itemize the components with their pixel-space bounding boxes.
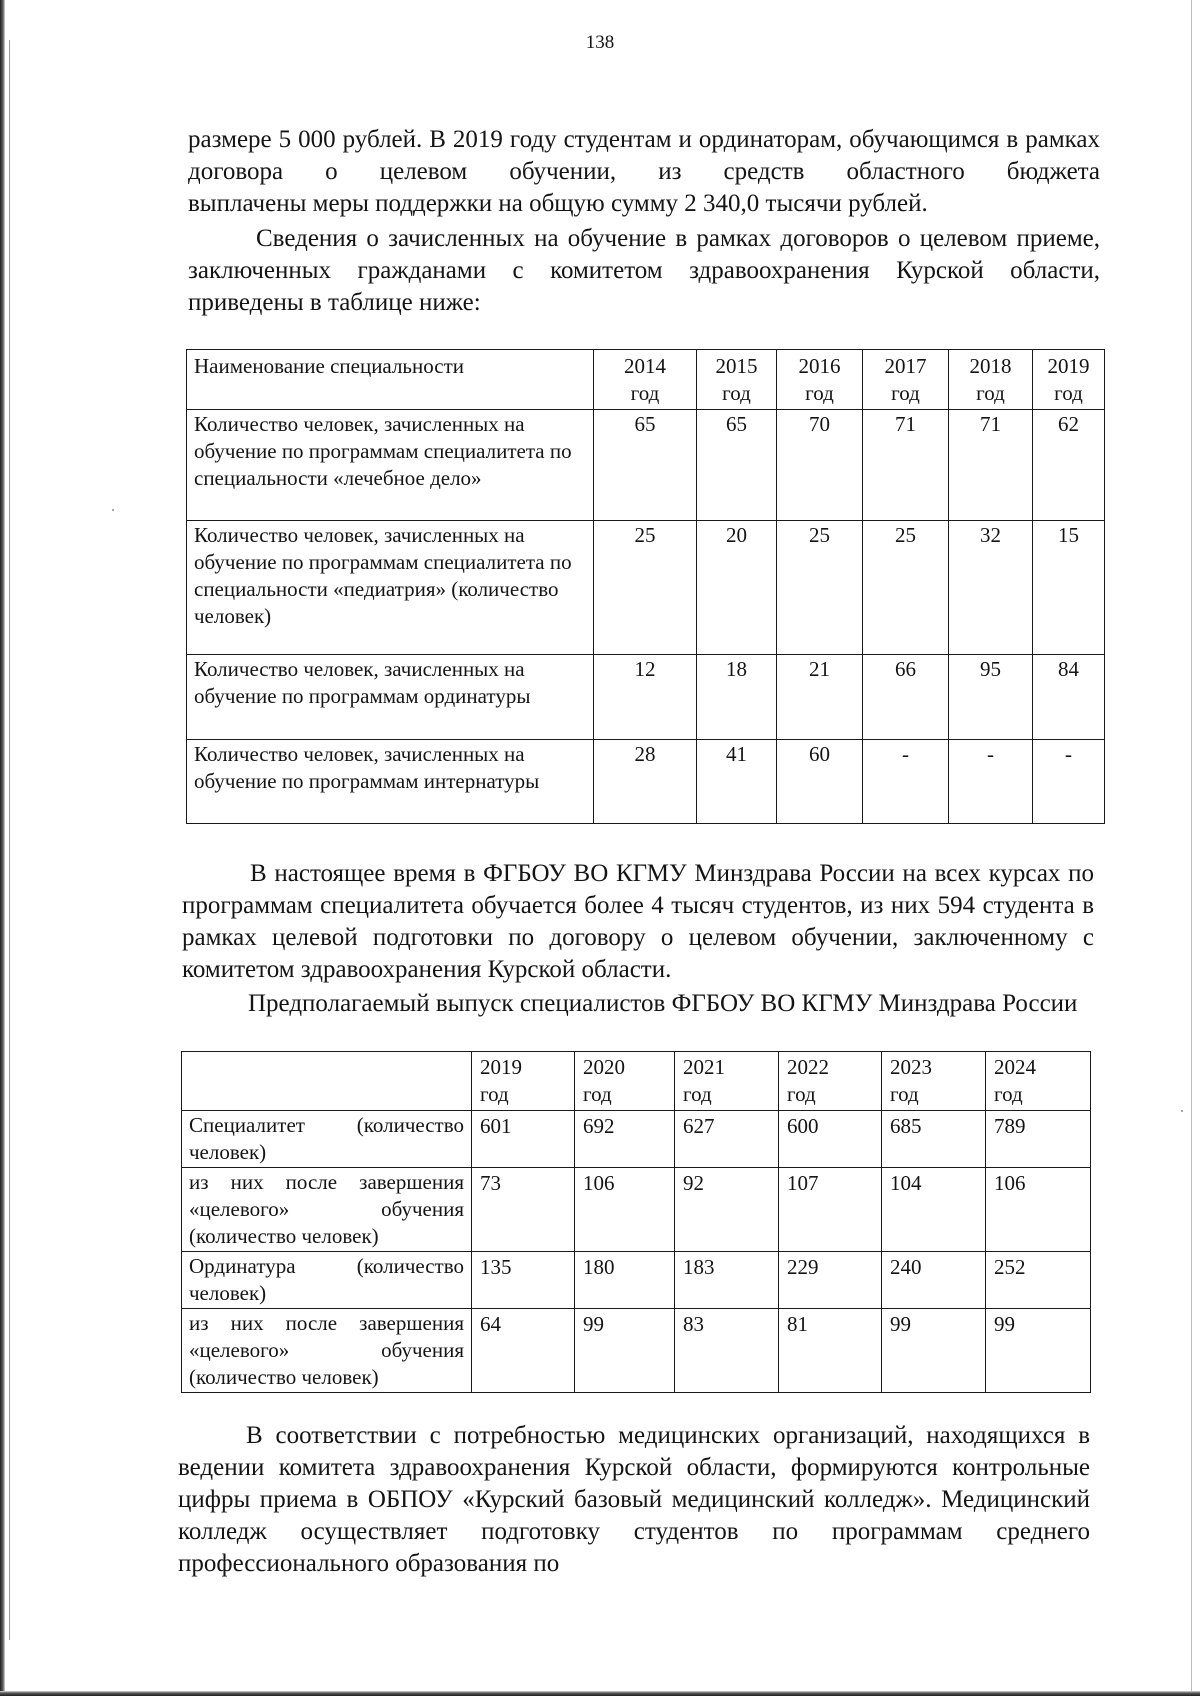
header-year-cell: 2015 год bbox=[697, 350, 777, 410]
table-row bbox=[182, 1168, 1091, 1252]
value-cell: 25 bbox=[594, 521, 697, 655]
value-cell: - bbox=[863, 740, 949, 824]
value-cell: 41 bbox=[697, 740, 777, 824]
value-cell: 99 bbox=[986, 1309, 1091, 1393]
row-label: Ординатура (количество человек) bbox=[182, 1252, 472, 1309]
row-label: Количество человек, зачисленных на обучение по программам специалитета по специальности «педиатрия» (количество человек) bbox=[187, 521, 594, 655]
header-year-cell: 2023 год bbox=[882, 1052, 986, 1111]
table-row bbox=[182, 1252, 1091, 1309]
value-cell: 92 bbox=[675, 1168, 779, 1252]
value-cell: 65 bbox=[697, 410, 777, 521]
value-cell: 71 bbox=[949, 410, 1033, 521]
value-cell: 32 bbox=[949, 521, 1033, 655]
scan-bottom-edge bbox=[0, 1691, 1200, 1696]
paragraph-current-students: В настоящее время в ФГБОУ ВО КГМУ Минздрава России на всех курсах по программам специалитета обучается более 4 тысяч студентов, из них 594 студента в рамках целевой подготовки по договору о целевом обучении, заключенному с комитетом здравоохранения Курской области. bbox=[182, 860, 1094, 983]
header-empty-cell bbox=[182, 1052, 472, 1111]
header-year-cell: 2014 год bbox=[594, 350, 697, 410]
table-header-row bbox=[187, 350, 1105, 410]
value-cell: 25 bbox=[777, 521, 863, 655]
header-year-cell: 2016 год bbox=[777, 350, 863, 410]
scan-speck bbox=[1181, 1110, 1183, 1112]
table-row bbox=[182, 1309, 1091, 1393]
table-row bbox=[182, 1111, 1091, 1168]
header-year-cell: 2024 год bbox=[986, 1052, 1091, 1111]
row-label: Специалитет (количество человек) bbox=[182, 1111, 472, 1168]
scan-speck bbox=[112, 509, 114, 511]
table-row bbox=[187, 655, 1105, 740]
value-cell: - bbox=[949, 740, 1033, 824]
value-cell: 229 bbox=[779, 1252, 882, 1309]
value-cell: 25 bbox=[863, 521, 949, 655]
value-cell: 66 bbox=[863, 655, 949, 740]
scan-left-edge bbox=[0, 0, 5, 1696]
header-year-cell: 2018 год bbox=[949, 350, 1033, 410]
value-cell: 60 bbox=[777, 740, 863, 824]
value-cell: 106 bbox=[986, 1168, 1091, 1252]
value-cell: 104 bbox=[882, 1168, 986, 1252]
header-year-cell: 2021 год bbox=[675, 1052, 779, 1111]
value-cell: 20 bbox=[697, 521, 777, 655]
table-row bbox=[187, 410, 1105, 521]
value-cell: 73 bbox=[472, 1168, 575, 1252]
graduation-forecast-table bbox=[181, 1051, 1091, 1393]
value-cell: 18 bbox=[697, 655, 777, 740]
value-cell: 99 bbox=[575, 1309, 675, 1393]
row-label: Количество человек, зачисленных на обучение по программам ординатуры bbox=[187, 655, 594, 740]
value-cell: 71 bbox=[863, 410, 949, 521]
header-year-cell: 2019 год bbox=[472, 1052, 575, 1111]
value-cell: 685 bbox=[882, 1111, 986, 1168]
value-cell: 84 bbox=[1033, 655, 1105, 740]
value-cell: 600 bbox=[779, 1111, 882, 1168]
scan-right-line bbox=[1191, 0, 1192, 1696]
value-cell: 135 bbox=[472, 1252, 575, 1309]
table-row bbox=[187, 740, 1105, 824]
value-cell: 28 bbox=[594, 740, 697, 824]
row-label: Количество человек, зачисленных на обучение по программам интернатуры bbox=[187, 740, 594, 824]
value-cell: 99 bbox=[882, 1309, 986, 1393]
value-cell: 81 bbox=[779, 1309, 882, 1393]
table-row bbox=[187, 521, 1105, 655]
value-cell: 65 bbox=[594, 410, 697, 521]
value-cell: 183 bbox=[675, 1252, 779, 1309]
value-cell: 21 bbox=[777, 655, 863, 740]
value-cell: - bbox=[1033, 740, 1105, 824]
value-cell: 95 bbox=[949, 655, 1033, 740]
header-year-cell: 2020 год bbox=[575, 1052, 675, 1111]
value-cell: 692 bbox=[575, 1111, 675, 1168]
paragraph-support-payments: размере 5 000 рублей. В 2019 году студентам и ординаторам, обучающимся в рамках договора о целевом обучении, из средств областного бюджета выплачены меры поддержки на общую сумму 2 340,0 тысячи рублей. bbox=[188, 126, 1100, 217]
value-cell: 601 bbox=[472, 1111, 575, 1168]
value-cell: 70 bbox=[777, 410, 863, 521]
paragraph-graduation-forecast-title: Предполагаемый выпуск специалистов ФГБОУ ВО КГМУ Минздрава России bbox=[248, 990, 1078, 1017]
value-cell: 789 bbox=[986, 1111, 1091, 1168]
value-cell: 107 bbox=[779, 1168, 882, 1252]
row-label: из них после завершения «целевого» обучения (количество человек) bbox=[182, 1309, 472, 1393]
paragraph-medical-college: В соответствии с потребностью медицинских организаций, находящихся в ведении комитета здравоохранения Курской области, формируются контрольные цифры приема в ОБПОУ «Курский базовый медицинский колледж». Медицинский колледж осуществляет подготовку студентов по программам среднего профессионального образования по bbox=[178, 1422, 1090, 1577]
value-cell: 106 bbox=[575, 1168, 675, 1252]
header-cell-specialty: Наименование специальности bbox=[187, 350, 594, 410]
value-cell: 64 bbox=[472, 1309, 575, 1393]
enrollment-table bbox=[186, 349, 1105, 824]
value-cell: 240 bbox=[882, 1252, 986, 1309]
scan-left-line bbox=[9, 40, 10, 1640]
table-header-row bbox=[182, 1052, 1091, 1111]
row-label: из них после завершения «целевого» обучения (количество человек) bbox=[182, 1168, 472, 1252]
value-cell: 83 bbox=[675, 1309, 779, 1393]
page-number: 138 bbox=[585, 32, 615, 53]
paragraph-enrollment-intro: Сведения о зачисленных на обучение в рамках договоров о целевом приеме, заключенных гражданами с комитетом здравоохранения Курской области, приведены в таблице ниже: bbox=[188, 225, 1100, 316]
header-year-cell: 2017 год bbox=[863, 350, 949, 410]
value-cell: 62 bbox=[1033, 410, 1105, 521]
value-cell: 627 bbox=[675, 1111, 779, 1168]
value-cell: 252 bbox=[986, 1252, 1091, 1309]
row-label: Количество человек, зачисленных на обучение по программам специалитета по специальности «лечебное дело» bbox=[187, 410, 594, 521]
header-year-cell: 2022 год bbox=[779, 1052, 882, 1111]
value-cell: 15 bbox=[1033, 521, 1105, 655]
value-cell: 12 bbox=[594, 655, 697, 740]
header-year-cell: 2019 год bbox=[1033, 350, 1105, 410]
value-cell: 180 bbox=[575, 1252, 675, 1309]
